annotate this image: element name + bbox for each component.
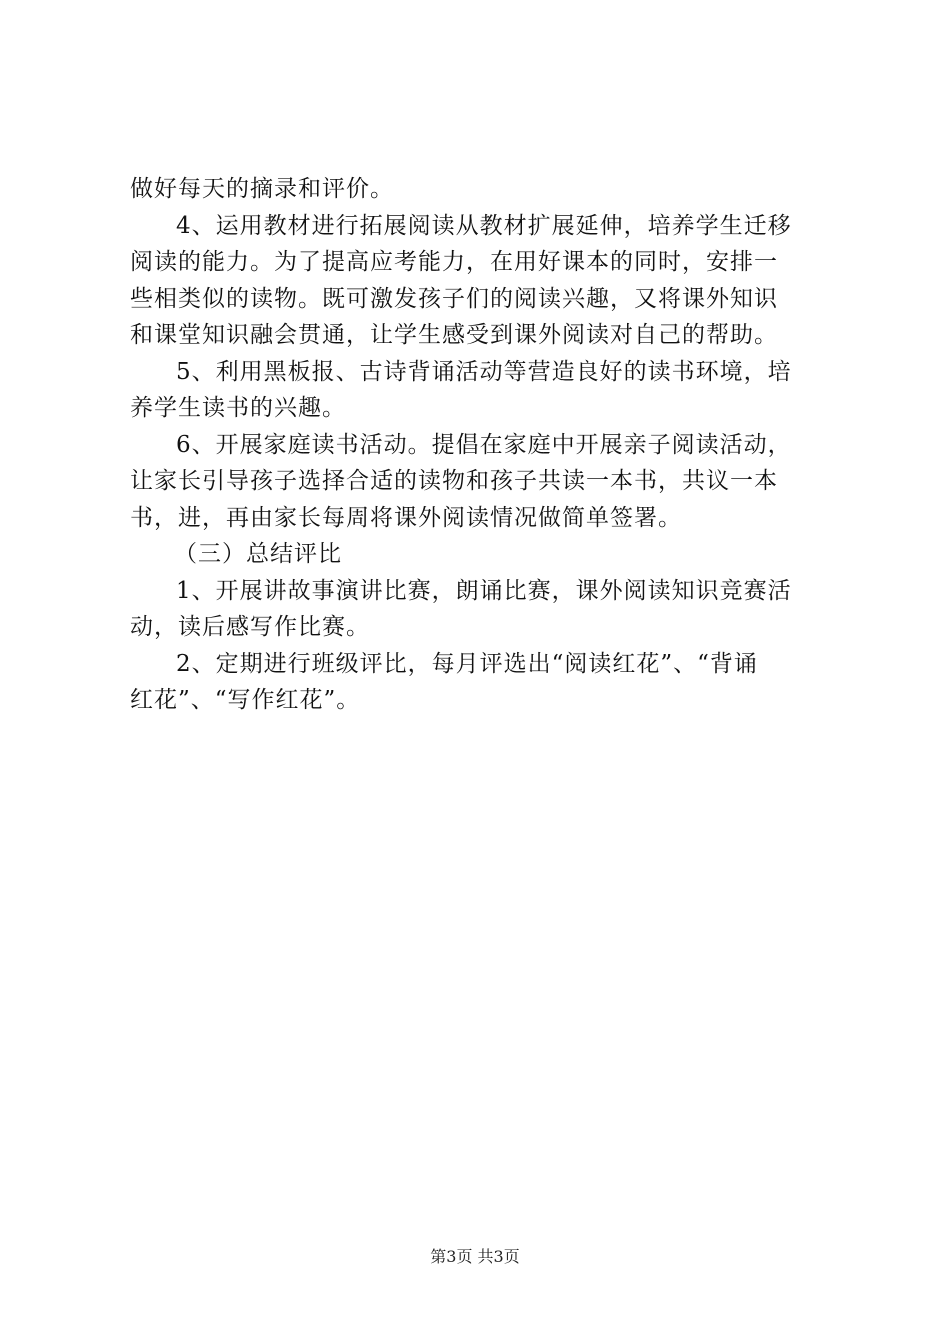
text-line: 和课堂知识融会贯通，让学生感受到课外阅读对自己的帮助。 bbox=[130, 322, 778, 348]
text-line: 5、利用黑板报、古诗背诵活动等营造良好的读书环境，培 bbox=[176, 358, 792, 385]
text-line: 让家长引导孩子选择合适的读物和孩子共读一本书，共议一本 bbox=[130, 468, 778, 494]
text-line: 6、开展家庭读书活动。提倡在家庭中开展亲子阅读活动， bbox=[176, 431, 792, 458]
text-line: 红花”、“写作红花”。 bbox=[130, 687, 361, 713]
text-line: 做好每天的摘录和评价。 bbox=[130, 176, 394, 202]
text-line: 1、开展讲故事演讲比赛，朗诵比赛，课外阅读知识竞赛活 bbox=[176, 577, 792, 604]
document-body bbox=[130, 171, 830, 719]
text-line: 2、定期进行班级评比，每月评选出“阅读红花”、“背诵 bbox=[176, 650, 758, 677]
text-line: 书，进，再由家长每周将课外阅读情况做简单签署。 bbox=[130, 504, 682, 531]
text-line: 阅读的能力。为了提高应考能力，在用好课本的同时，安排一 bbox=[130, 249, 778, 275]
section-heading: （三）总结评比 bbox=[174, 541, 342, 567]
text-line: 动，读后感写作比赛。 bbox=[130, 614, 370, 640]
text-line: 些相类似的读物。既可激发孩子们的阅读兴趣，又将课外知识 bbox=[130, 285, 778, 312]
text-line: 4、运用教材进行拓展阅读从教材扩展延伸，培养学生迁移 bbox=[176, 212, 792, 239]
page-number-footer: 第3页 共3页 bbox=[430, 1247, 520, 1266]
text-line: 养学生读书的兴趣。 bbox=[130, 395, 346, 421]
